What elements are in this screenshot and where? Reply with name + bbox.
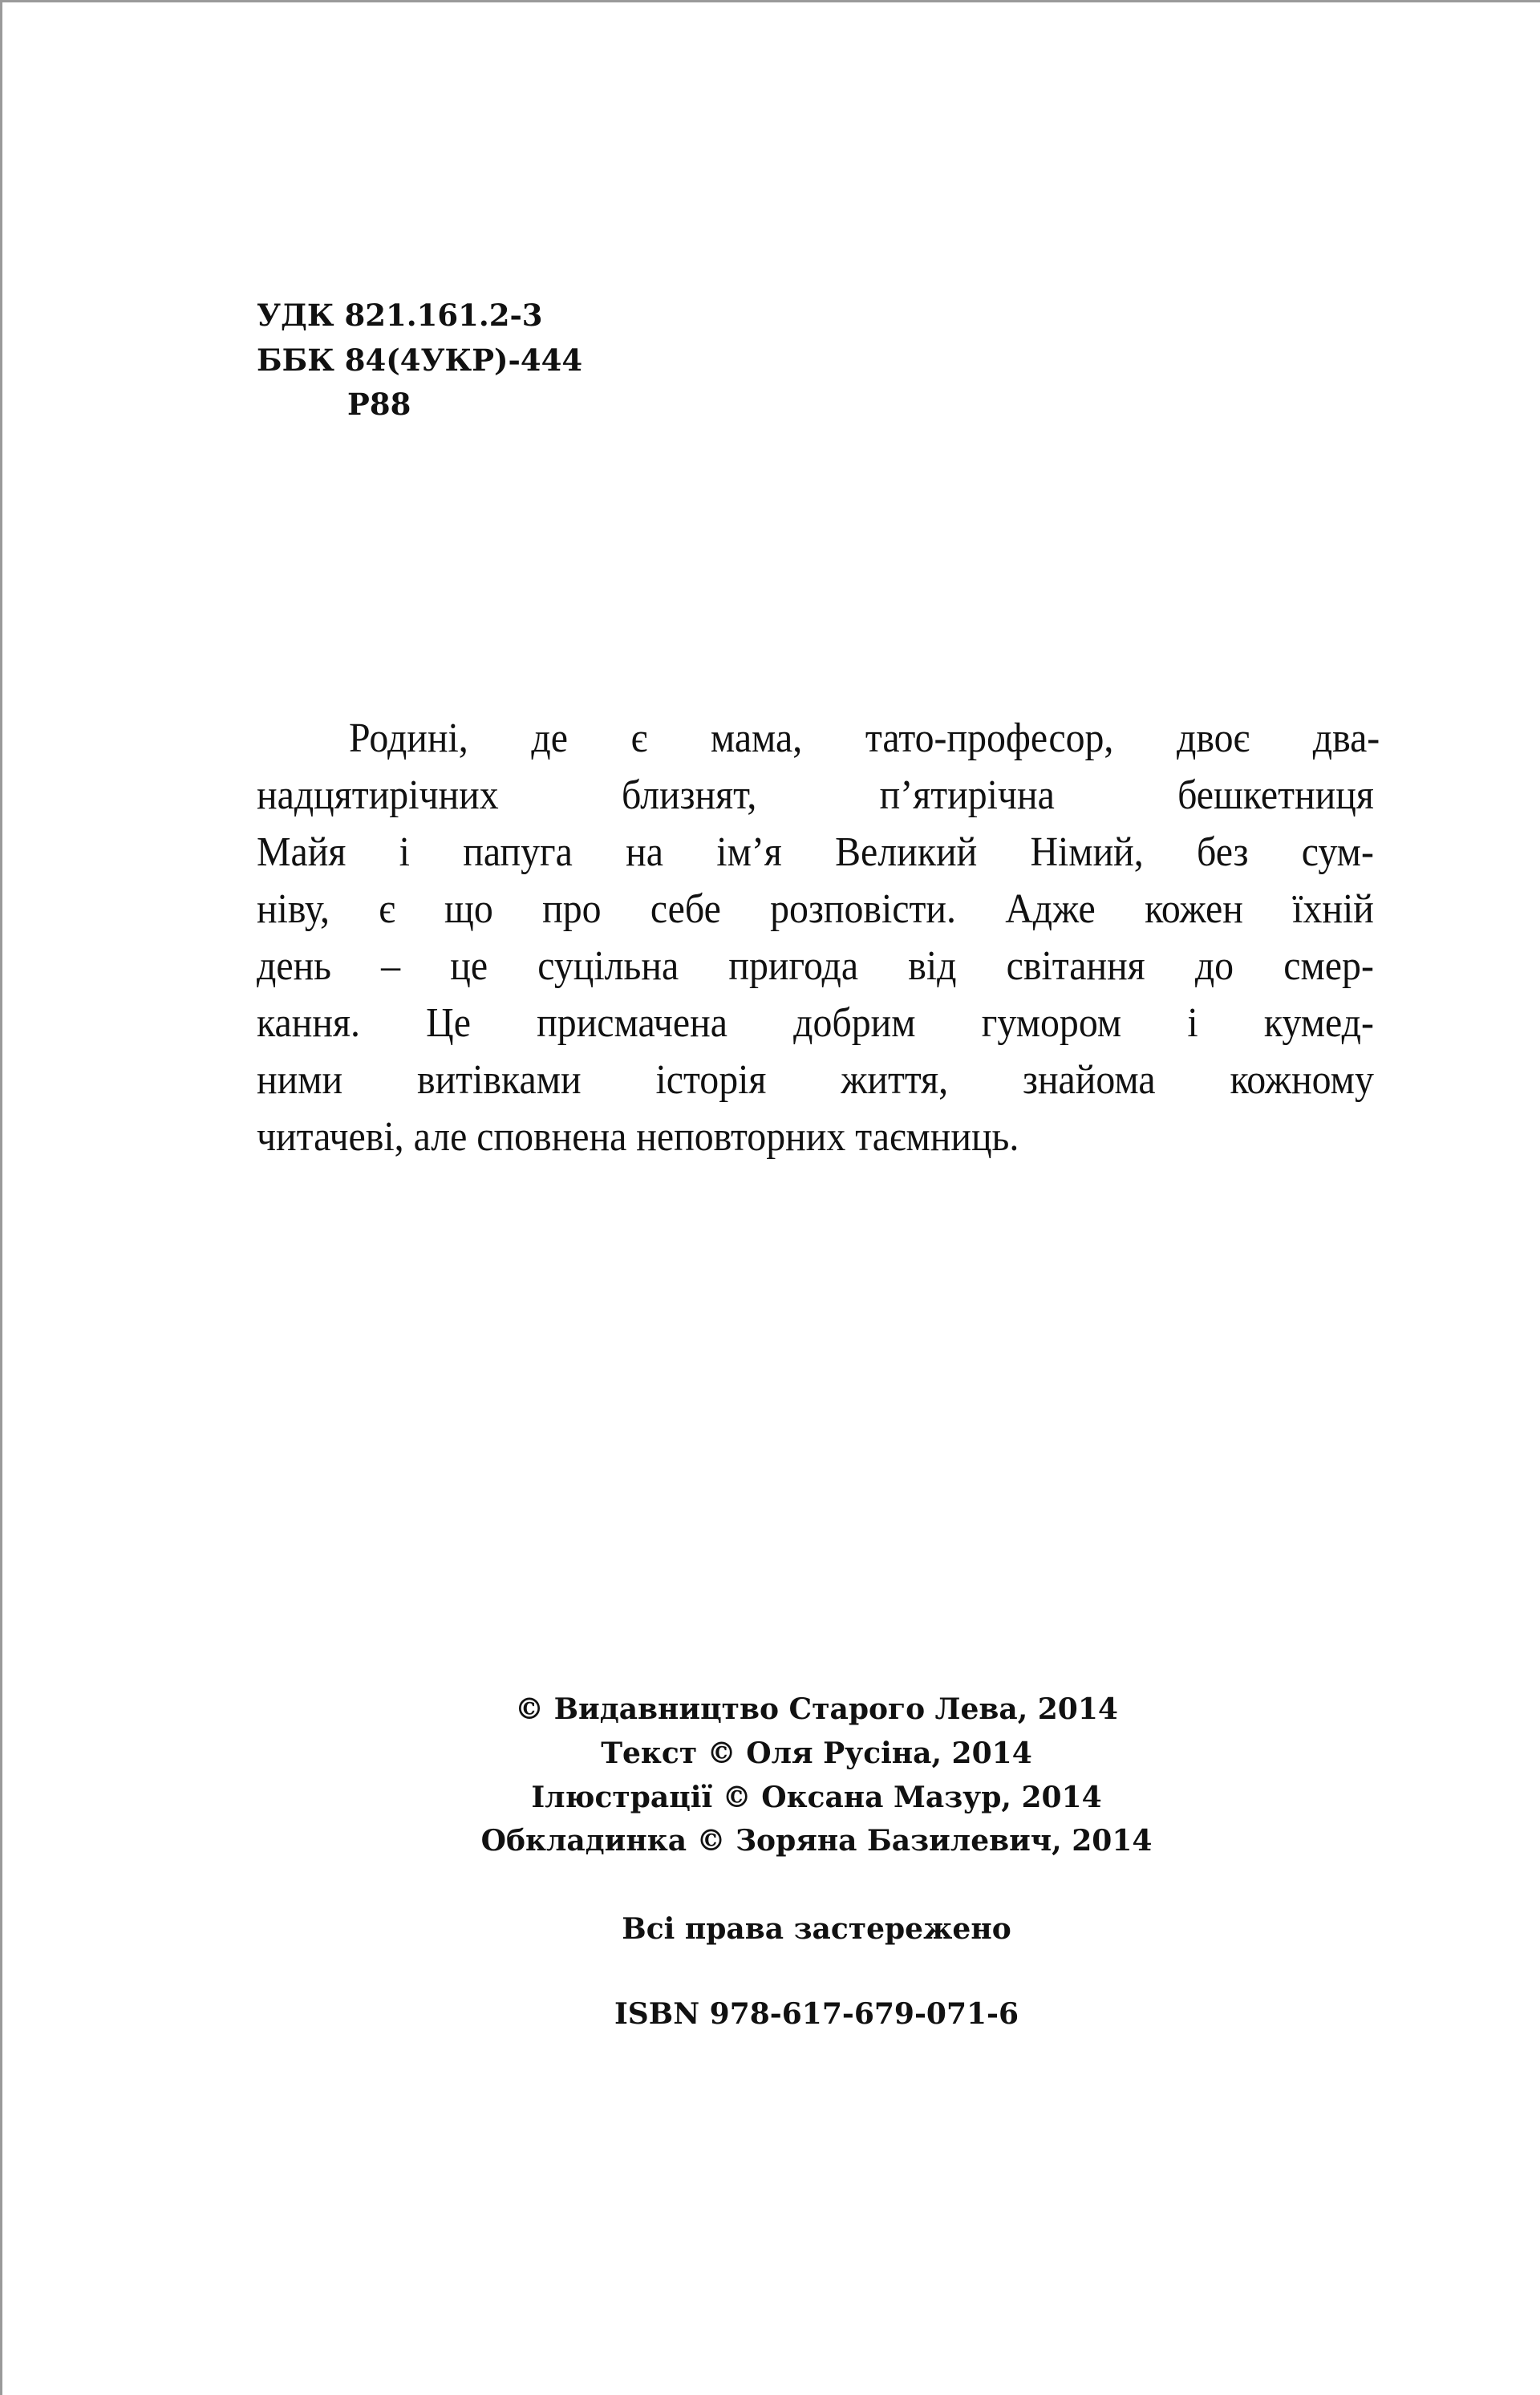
udk-code: УДК 821.161.2-3 xyxy=(257,298,543,333)
author-mark: Р88 xyxy=(347,387,411,422)
annotation-line: Родині, де є мама, тато-професор, двоє два- xyxy=(349,715,1380,761)
annotation-line: надцятирічних близнят, п’ятирічна бешкетниця xyxy=(257,772,1374,818)
annotation-line: Майя і папуга на ім’я Великий Німий, без сум- xyxy=(257,829,1374,875)
copyright-line: Ілюстрації © Оксана Мазур, 2014 xyxy=(531,1781,1102,1814)
bbk-code: ББК 84(4УКР)-444 xyxy=(257,342,583,378)
annotation-line: кання. Це присмачена добрим гумором і кумед- xyxy=(257,1000,1374,1046)
copyright-line: Обкладинка © Зоряна Базилевич, 2014 xyxy=(480,1824,1153,1858)
annotation-line: ніву, є що про себе розповісти. Адже кожен їхній xyxy=(257,886,1374,932)
isbn: ISBN 978-617-679-071-6 xyxy=(614,1997,1019,2031)
annotation-line: ними витівками історія життя, знайома кожному xyxy=(257,1057,1374,1103)
annotation-line: день – це суцільна пригода від світання до смер- xyxy=(257,943,1374,989)
copyright-line: Текст © Оля Русіна, 2014 xyxy=(601,1736,1032,1770)
annotation-line: читачеві, але сповнена неповторних таємниць. xyxy=(257,1114,1019,1160)
copyright-line: © Видавництво Старого Лева, 2014 xyxy=(515,1692,1118,1726)
rights-reserved: Всі права застережено xyxy=(622,1912,1011,1946)
